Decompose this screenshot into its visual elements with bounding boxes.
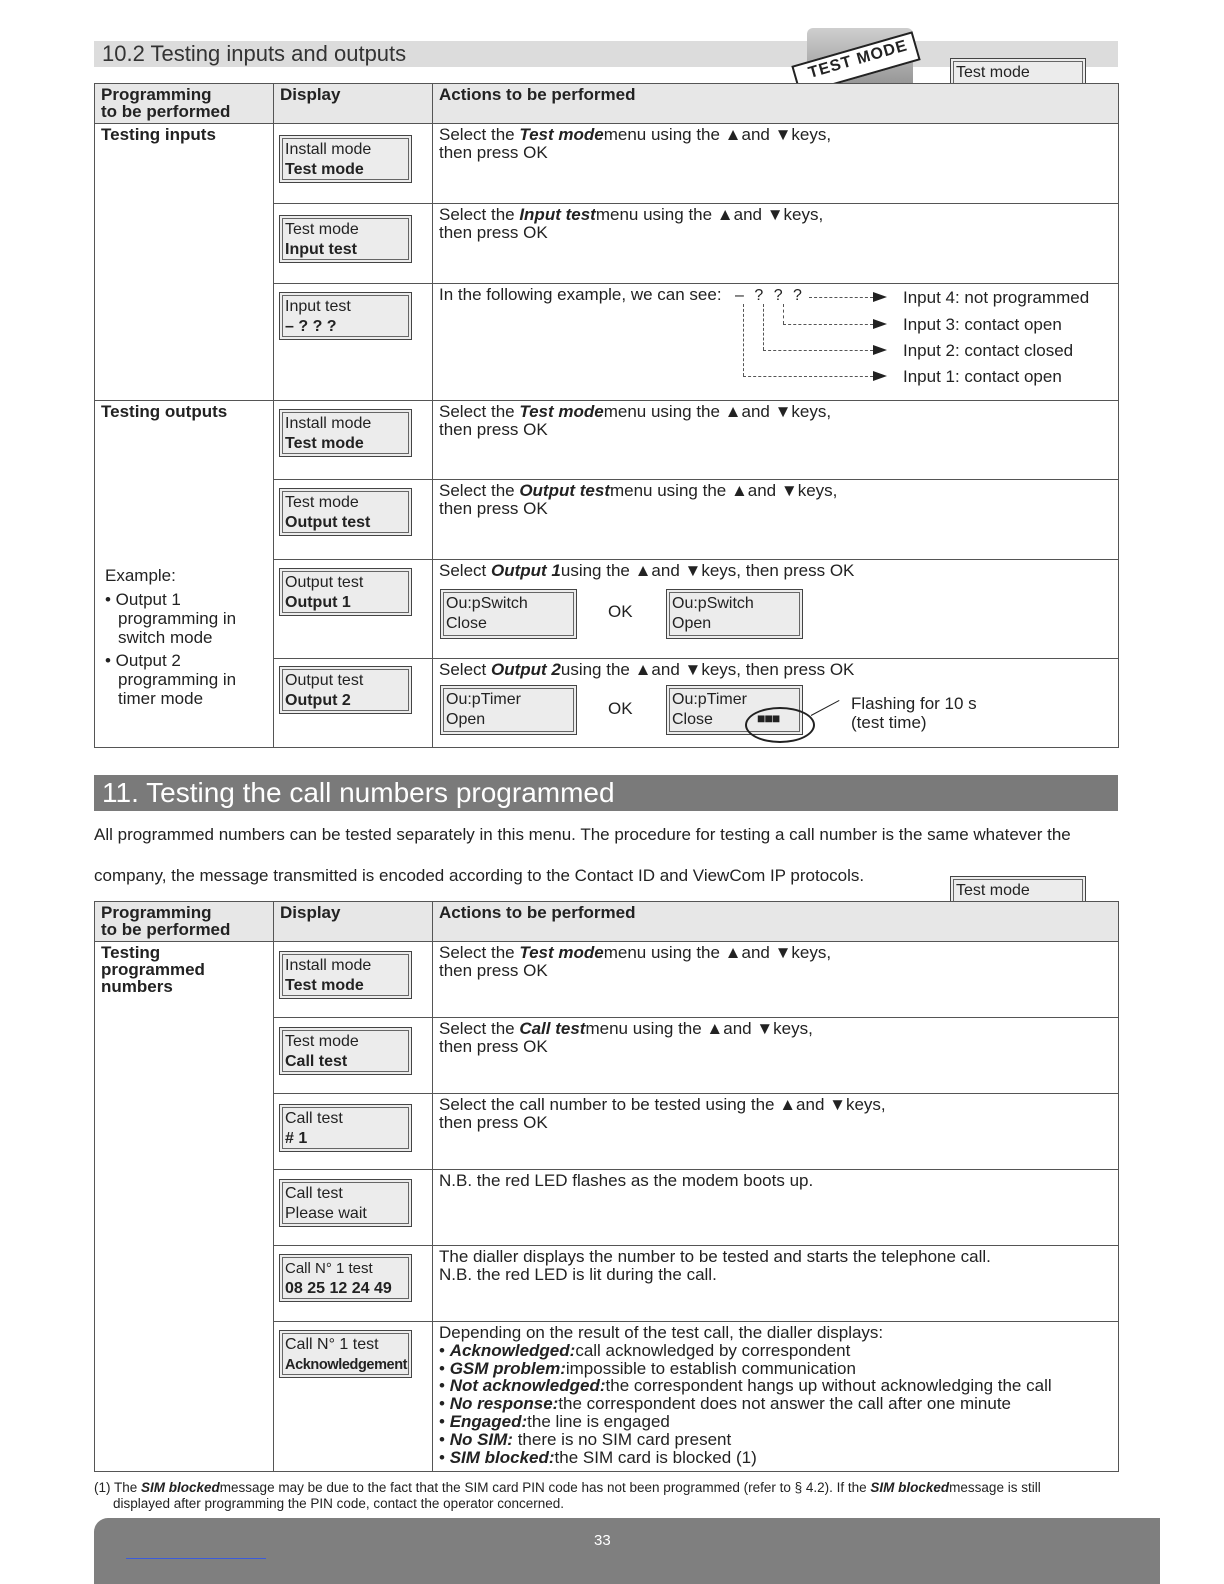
section-11-title-bar (94, 775, 1118, 811)
input-symbols: – ? ? ? (735, 287, 805, 304)
col-header-display: Display (280, 903, 341, 922)
ok-label: OK (608, 602, 633, 621)
section-11-intro-line2: company, the message transmitted is encoded according to the Contact ID and ViewCom IP protocols. (94, 866, 865, 885)
testing-programmed-numbers-label: Testing programmed numbers (101, 943, 205, 996)
test-mode-stamp-text: TEST MODE (806, 37, 910, 82)
col-header-programming: Programming to be performed (101, 85, 231, 121)
flashing-blocks: ■■■ (757, 710, 780, 726)
action-text: Select Output 1using the ▲and ▼keys, then press OK (439, 561, 855, 580)
call-test-table (94, 901, 1119, 1472)
action-text: Select the call number to be tested using the ▲and ▼keys, then press OK (439, 1095, 886, 1132)
input-4-legend: Input 4: not programmed (903, 288, 1090, 307)
action-text: N.B. the red LED flashes as the modem boots up. (439, 1171, 814, 1190)
testing-outputs-label: Testing outputs (101, 402, 228, 421)
lcd-call-number-display: Call N° 1 test 08 25 12 24 49 (279, 1254, 412, 1302)
lcd-install-test-mode: Install mode Test mode (279, 135, 412, 183)
lcd-timer-close: Ou:pTimer Close ■■■ (666, 685, 803, 735)
col-header-programming: Programming to be performed (101, 903, 231, 939)
lcd-output-test-output-1: Output test Output 1 (279, 568, 412, 616)
input-2-legend: Input 2: contact closed (903, 341, 1074, 360)
lcd-output-test-output-2: Output test Output 2 (279, 666, 412, 714)
ok-label: OK (608, 699, 633, 718)
lcd-test-mode-input-test: Test mode Input test (279, 215, 412, 263)
lcd-switch-open: Ou:pSwitch Open (666, 589, 803, 639)
lcd-test-mode-call-test: Test mode Call test (279, 1027, 412, 1075)
lcd-call-test-number: Call test # 1 (279, 1104, 412, 1152)
lcd-install-test-mode: Install mode Test mode (279, 951, 412, 999)
section-10-2-title: 10.2 Testing inputs and outputs (102, 41, 407, 66)
lcd-install-test-mode: Install mode Test mode (279, 409, 412, 457)
page-footer (94, 1518, 1160, 1584)
lcd-test-mode-output-test: Test mode Output test (279, 488, 412, 536)
lcd-input-test-example: Input test – ? ? ? (279, 292, 412, 340)
call-result-list: Depending on the result of the test call, the dialler displays: • Acknowledged:call acknowledged by correspondent • GSM problem:impossible to establish communication • Not acknowledged:the correspondent hangs up without acknowledging the call • No response:the correspondent does not answer the call after one minute • Engaged:the line is engaged • No SIM: there is no SIM card present • SIM blocked:the SIM card is blocked (1) (439, 1323, 1052, 1467)
input-1-legend: Input 1: contact open (903, 367, 1062, 386)
section-11-intro-line1: All programmed numbers can be tested separately in this menu. The procedure for testing a call number is the same whatever the (94, 825, 1071, 844)
action-text: Select the Test modemenu using the ▲and ▼keys, then press OK (439, 943, 832, 980)
action-text: Select the Test modemenu using the ▲and ▼keys, then press OK (439, 402, 832, 439)
action-text: Select the Test modemenu using the ▲and ▼keys, then press OK (439, 125, 832, 162)
action-text: The dialler displays the number to be tested and starts the telephone call. N.B. the red LED is lit during the call. (439, 1247, 991, 1284)
testing-inputs-label: Testing inputs (101, 125, 216, 144)
action-text: Select Output 2using the ▲and ▼keys, then press OK (439, 660, 855, 679)
callout-line (811, 700, 840, 716)
header-lcd-call-test: Test mode (950, 876, 1086, 926)
section-11-title: 11. Testing the call numbers programmed (102, 777, 615, 808)
footnote: (1) The SIM blockedmessage may be due to the fact that the SIM card PIN code has not been programmed (refer to § 4.2). If the SIM blockedmessage is still displayed after programming the PIN code, contact the operator concerned. (94, 1480, 1041, 1511)
action-text: Select the Input testmenu using the ▲and ▼keys, then press OK (439, 205, 824, 242)
example-output-2: • Output 2 (105, 651, 181, 670)
flashing-note-test-time: (test time) (851, 713, 927, 732)
flashing-highlight-ellipse (745, 707, 815, 743)
inputs-outputs-table: Programming to be performed Display Actions to be performed Testing inputs Install mode Test mode Select the Test modemenu using the ▲and ▼keys, then press OK Test mode Input test Select the Input testmenu using the ▲and ▼keys, then press OK Input test – ? ? ? In the following example, we can see: – ? ? ? Input 4: not programmed Input 3: contact open Input 2: contact closed Input 1: contact open Testing outputs Example: • Output 1 programming in switch mode • Output 2 programming in timer mode Install mode Test mode Select the Test modemenu using the ▲and ▼keys, then press OK Test mode Output test Select the Output testmenu using the ▲and ▼keys, then press OK Output test Output 1 Select Output 1using the ▲and ▼keys, then press OK Ou:pSwitch Close OK Ou:pSwitch Open Output test Output 2 Select Output 2using the ▲and ▼keys, then press OK Ou:pTimer Open OK Ou:pTimer Close ■■■ Flashing for 10 s (test time) (94, 83, 1119, 748)
lcd-timer-open: Ou:pTimer Open (440, 685, 577, 735)
col-header-actions: Actions to be performed (439, 85, 636, 104)
action-text: Select the Call testmenu using the ▲and ▼keys, then press OK (439, 1019, 813, 1056)
action-text: Select the Output testmenu using the ▲and ▼keys, then press OK (439, 481, 838, 518)
flashing-note: Flashing for 10 s (851, 694, 977, 713)
col-header-actions: Actions to be performed (439, 903, 636, 922)
example-output-1: • Output 1 (105, 590, 181, 609)
col-header-display: Display (280, 85, 341, 104)
page-number: 33 (594, 1532, 611, 1549)
action-text: In the following example, we can see: (439, 285, 722, 304)
lcd-call-test-please-wait: Call test Please wait (279, 1179, 412, 1227)
footer-link-underline[interactable] (126, 1558, 266, 1559)
example-title: Example: (105, 566, 176, 585)
lcd-switch-close: Ou:pSwitch Close (440, 589, 577, 639)
header-lcd-input-test: Test mode (950, 58, 1086, 108)
lcd-call-result: Call N° 1 test Acknowledgement (279, 1330, 412, 1378)
input-3-legend: Input 3: contact open (903, 315, 1062, 334)
